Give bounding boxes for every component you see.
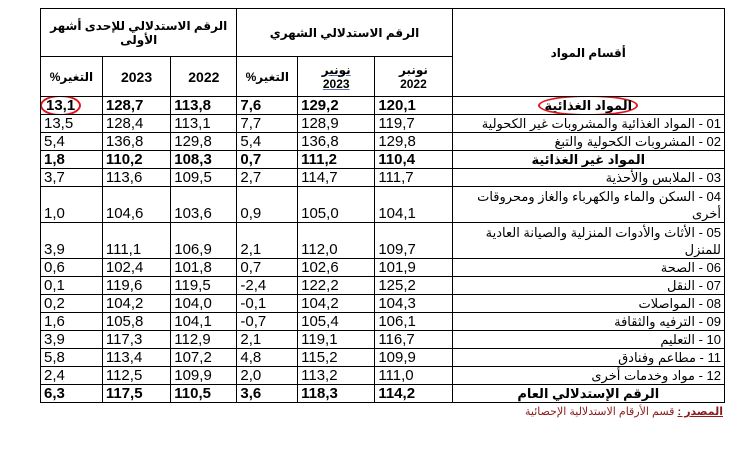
cell-nov-2023: 115,2 xyxy=(298,349,375,367)
header-categories: أقسام المواد xyxy=(452,9,724,97)
cell-monthly-change: -0,1 xyxy=(237,295,298,313)
cell-cumulative-change: 0,1 xyxy=(41,277,103,295)
header-monthly-group: الرقم الاستدلالي الشهري xyxy=(237,9,452,57)
table-row xyxy=(41,151,725,169)
cell-nov-2022: 101,9 xyxy=(375,259,452,277)
row-label: 11 - مطاعم وفنادق xyxy=(452,349,724,367)
table-row xyxy=(41,295,725,313)
cell-cumulative-2023: 104,2 xyxy=(102,295,170,313)
header-cumulative-2022: 2022 xyxy=(171,57,237,97)
table-row xyxy=(41,187,725,223)
cell-nov-2023: 136,8 xyxy=(298,133,375,151)
table-row xyxy=(41,331,725,349)
cell-nov-2022: 119,7 xyxy=(375,115,452,133)
table-row xyxy=(41,313,725,331)
cell-monthly-change: -0,7 xyxy=(237,313,298,331)
cell-monthly-change: 2,0 xyxy=(237,367,298,385)
cell-cumulative-2022: 110,5 xyxy=(171,385,237,403)
cell-monthly-change: 7,6 xyxy=(237,97,298,115)
table-row xyxy=(41,277,725,295)
cell-monthly-change: 0,9 xyxy=(237,187,298,223)
cell-cumulative-2022: 103,6 xyxy=(171,187,237,223)
highlight-circle: 13,1 xyxy=(41,97,82,115)
row-label: 02 - المشروبات الكحولية والتبغ xyxy=(452,133,724,151)
cell-cumulative-2022: 101,8 xyxy=(171,259,237,277)
cell-nov-2022: 109,9 xyxy=(375,349,452,367)
cell-nov-2023: 105,4 xyxy=(298,313,375,331)
cell-nov-2022: 111,0 xyxy=(375,367,452,385)
cell-cumulative-2022: 106,9 xyxy=(171,223,237,259)
table-row xyxy=(41,367,725,385)
header-nov-2023-month: نونبر xyxy=(321,62,351,77)
cell-cumulative-2022: 108,3 xyxy=(171,151,237,169)
header-monthly-change: التغير% xyxy=(237,57,298,97)
header-nov-2022-year: 2022 xyxy=(400,76,427,91)
cell-cumulative-2022: 104,0 xyxy=(171,295,237,313)
cell-cumulative-2023: 117,5 xyxy=(102,385,170,403)
row-label: الرقم الإستدلالي العام xyxy=(452,385,724,403)
cpi-table-wrapper xyxy=(40,8,725,418)
row-label: 08 - المواصلات xyxy=(452,295,724,313)
cell-cumulative-2023: 111,1 xyxy=(102,223,170,259)
cell-monthly-change: 5,4 xyxy=(237,133,298,151)
table-row xyxy=(41,259,725,277)
cell-cumulative-change: 3,7 xyxy=(41,169,103,187)
cell-cumulative-change: 13,5 xyxy=(41,115,103,133)
cell-nov-2022: 129,8 xyxy=(375,133,452,151)
cell-cumulative-change: 5,8 xyxy=(41,349,103,367)
cell-cumulative-2022: 129,8 xyxy=(171,133,237,151)
header-nov-2023 xyxy=(298,57,375,97)
table-row xyxy=(41,385,725,403)
row-label xyxy=(452,97,724,115)
source-label: المصدر : xyxy=(677,406,723,418)
cell-monthly-change: 3,6 xyxy=(237,385,298,403)
cell-cumulative-2022: 113,1 xyxy=(171,115,237,133)
cell-cumulative-2023: 136,8 xyxy=(102,133,170,151)
cell-nov-2023: 122,2 xyxy=(298,277,375,295)
cell-nov-2023: 119,1 xyxy=(298,331,375,349)
cell-nov-2023: 104,2 xyxy=(298,295,375,313)
table-row xyxy=(41,97,725,115)
cell-cumulative-change: 1,0 xyxy=(41,187,103,223)
cell-nov-2022: 106,1 xyxy=(375,313,452,331)
cell-nov-2022: 104,1 xyxy=(375,187,452,223)
cpi-table xyxy=(40,8,725,403)
cell-nov-2022: 110,4 xyxy=(375,151,452,169)
row-label: 07 - النقل xyxy=(452,277,724,295)
cell-monthly-change: 2,7 xyxy=(237,169,298,187)
cell-nov-2023: 113,2 xyxy=(298,367,375,385)
cell-cumulative-2023: 113,4 xyxy=(102,349,170,367)
cell-cumulative-2023: 104,6 xyxy=(102,187,170,223)
cell-nov-2023: 128,9 xyxy=(298,115,375,133)
cell-monthly-change: 0,7 xyxy=(237,259,298,277)
source-text: قسم الأرقام الاستدلالية الإحصائية xyxy=(525,406,675,418)
cell-nov-2022: 120,1 xyxy=(375,97,452,115)
cell-cumulative-2023: 102,4 xyxy=(102,259,170,277)
cell-cumulative-change: 0,2 xyxy=(41,295,103,313)
cell-nov-2022: 111,7 xyxy=(375,169,452,187)
cell-nov-2023: 105,0 xyxy=(298,187,375,223)
cell-nov-2023: 118,3 xyxy=(298,385,375,403)
cell-cumulative-2022: 112,9 xyxy=(171,331,237,349)
cell-cumulative-2023: 113,6 xyxy=(102,169,170,187)
cell-cumulative-2022: 107,2 xyxy=(171,349,237,367)
header-nov-2023-year: 2023 xyxy=(322,76,350,91)
cell-cumulative-2022: 109,5 xyxy=(171,169,237,187)
table-row xyxy=(41,115,725,133)
row-label: 06 - الصحة xyxy=(452,259,724,277)
row-label: 01 - المواد الغذائية والمشروبات غير الكحولية xyxy=(452,115,724,133)
header-nov-2022 xyxy=(375,57,452,97)
cell-monthly-change: 7,7 xyxy=(237,115,298,133)
cell-nov-2023: 112,0 xyxy=(298,223,375,259)
cell-cumulative-change: 1,6 xyxy=(41,313,103,331)
cell-nov-2022: 114,2 xyxy=(375,385,452,403)
cell-cumulative-2022: 104,1 xyxy=(171,313,237,331)
cell-cumulative-change: 6,3 xyxy=(41,385,103,403)
cell-monthly-change: 0,7 xyxy=(237,151,298,169)
cell-cumulative-change xyxy=(41,97,103,115)
cell-nov-2022: 109,7 xyxy=(375,223,452,259)
cell-cumulative-2023: 110,2 xyxy=(102,151,170,169)
cell-monthly-change: 2,1 xyxy=(237,331,298,349)
table-row xyxy=(41,349,725,367)
row-label: 12 - مواد وخدمات أخرى xyxy=(452,367,724,385)
row-label: 09 - الترفيه والثقافة xyxy=(452,313,724,331)
cell-monthly-change: 2,1 xyxy=(237,223,298,259)
cell-cumulative-change: 1,8 xyxy=(41,151,103,169)
row-label: 04 - السكن والماء والكهرباء والغاز ومحروقات أخرى xyxy=(452,187,724,223)
cell-cumulative-change: 3,9 xyxy=(41,223,103,259)
highlight-circle: المواد الغذائية xyxy=(538,97,638,115)
cell-monthly-change: 4,8 xyxy=(237,349,298,367)
cell-cumulative-change: 5,4 xyxy=(41,133,103,151)
row-label: 03 - الملابس والأحذية xyxy=(452,169,724,187)
cell-cumulative-change: 3,9 xyxy=(41,331,103,349)
cell-cumulative-change: 0,6 xyxy=(41,259,103,277)
header-cumulative-change: التغير% xyxy=(41,57,103,97)
cell-monthly-change: -2,4 xyxy=(237,277,298,295)
cell-nov-2022: 125,2 xyxy=(375,277,452,295)
cell-cumulative-change: 2,4 xyxy=(41,367,103,385)
cell-cumulative-2022: 113,8 xyxy=(171,97,237,115)
header-cumulative-group: الرقم الاستدلالي للإحدى أشهر الأولى xyxy=(41,9,237,57)
table-row xyxy=(41,133,725,151)
header-nov-2022-month: نونبر xyxy=(398,62,428,77)
table-body xyxy=(41,97,725,403)
cell-nov-2022: 104,3 xyxy=(375,295,452,313)
table-row xyxy=(41,169,725,187)
cell-cumulative-2023: 117,3 xyxy=(102,331,170,349)
cell-cumulative-2023: 112,5 xyxy=(102,367,170,385)
row-label: 05 - الأثاث والأدوات المنزلية والصيانة العادية للمنزل xyxy=(452,223,724,259)
cell-nov-2023: 102,6 xyxy=(298,259,375,277)
table-row xyxy=(41,223,725,259)
cell-cumulative-2022: 119,5 xyxy=(171,277,237,295)
cell-nov-2023: 129,2 xyxy=(298,97,375,115)
cell-cumulative-2023: 119,6 xyxy=(102,277,170,295)
cell-cumulative-2022: 109,9 xyxy=(171,367,237,385)
row-label: 10 - التعليم xyxy=(452,331,724,349)
cell-cumulative-2023: 105,8 xyxy=(102,313,170,331)
cell-nov-2023: 111,2 xyxy=(298,151,375,169)
cell-cumulative-2023: 128,4 xyxy=(102,115,170,133)
cell-nov-2022: 116,7 xyxy=(375,331,452,349)
cell-cumulative-2023: 128,7 xyxy=(102,97,170,115)
header-cumulative-2023: 2023 xyxy=(102,57,170,97)
source-note xyxy=(40,405,725,418)
row-label: المواد غير الغذائية xyxy=(452,151,724,169)
cell-nov-2023: 114,7 xyxy=(298,169,375,187)
